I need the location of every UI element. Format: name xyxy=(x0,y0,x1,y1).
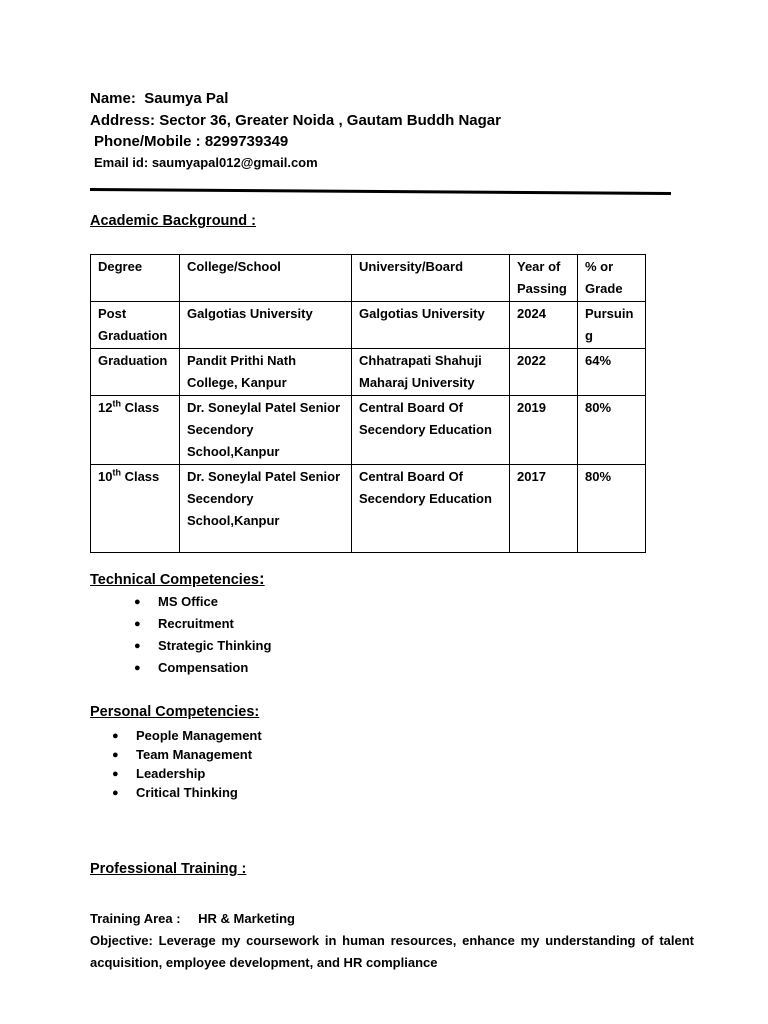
table-row xyxy=(91,302,646,349)
list-item: ● MS Office xyxy=(134,594,218,609)
list-item: ● Strategic Thinking xyxy=(134,638,272,653)
cell-grade: Pursuin g xyxy=(578,302,646,349)
cell-grade: 80% xyxy=(578,396,646,465)
list-item: ● Leadership xyxy=(112,766,206,781)
list-item: ● Compensation xyxy=(134,660,249,675)
cell-degree: 12th Class xyxy=(91,396,180,465)
list-item: ● Recruitment xyxy=(134,616,234,631)
cell-year: 2024 xyxy=(510,302,578,349)
header-grade: % or Grade xyxy=(578,255,646,302)
email-value: saumyapal012@gmail.com xyxy=(151,155,318,170)
personal-title: Personal Competencies: xyxy=(90,704,260,720)
address-value: Sector 36, Greater Noida , Gautam Buddh Nagar xyxy=(159,112,501,129)
cell-college: Pandit Prithi Nath College, Kanpur xyxy=(180,349,352,396)
training-area-value: HR & Marketing xyxy=(198,911,295,926)
table-row xyxy=(91,349,646,396)
cell-college: Galgotias University xyxy=(180,302,352,349)
cell-grade: 64% xyxy=(578,349,646,396)
phone-value: 8299739349 xyxy=(204,133,289,150)
table-header-row xyxy=(91,255,646,302)
cell-university: Chhatrapati Shahuji Maharaj University xyxy=(352,349,510,396)
address-line xyxy=(90,112,501,129)
cell-degree: 10th Class xyxy=(91,465,180,553)
cell-degree: Graduation xyxy=(91,349,180,396)
list-item: ● Team Management xyxy=(112,747,253,762)
cell-degree: Post Graduation xyxy=(91,302,180,349)
training-title: Professional Training : xyxy=(90,861,247,877)
header-divider xyxy=(90,188,671,195)
personal-list xyxy=(112,727,262,803)
cell-grade: 80% xyxy=(578,465,646,553)
objective-line-1: Objective: Leverage my coursework in human resources, enhance my understanding of talent xyxy=(90,933,694,948)
technical-title: Technical Competencies: xyxy=(90,569,265,588)
academic-title: Academic Background : xyxy=(90,213,256,229)
cell-college: Dr. Soneylal Patel Senior Secendory School,Kanpur xyxy=(180,465,352,553)
header-university: University/Board xyxy=(352,255,510,302)
cell-year: 2017 xyxy=(510,465,578,553)
cell-year: 2019 xyxy=(510,396,578,465)
cell-college: Dr. Soneylal Patel Senior Secendory School,Kanpur xyxy=(180,396,352,465)
table-row xyxy=(91,396,646,465)
header-degree: Degree xyxy=(91,255,180,302)
email-line xyxy=(94,155,318,170)
list-item: ● Critical Thinking xyxy=(112,785,238,800)
phone-label: Phone/Mobile : xyxy=(94,133,201,150)
cell-university: Central Board Of Secendory Education xyxy=(352,396,510,465)
cell-university: Galgotias University xyxy=(352,302,510,349)
name-label: Name: xyxy=(90,90,136,107)
header-year: Year of Passing xyxy=(510,255,578,302)
training-area-line xyxy=(90,911,295,926)
training-area-label: Training Area : xyxy=(90,911,181,926)
academic-table xyxy=(90,254,646,553)
cell-university: Central Board Of Secendory Education xyxy=(352,465,510,553)
list-item: ● People Management xyxy=(112,728,262,743)
name-line xyxy=(90,90,228,107)
address-label: Address: xyxy=(90,112,156,129)
technical-list xyxy=(134,592,271,680)
name-value: Saumya Pal xyxy=(144,90,229,107)
objective-line-2: acquisition, employee development, and HR compliance xyxy=(90,955,438,970)
phone-line xyxy=(94,133,288,150)
email-label: Email id: xyxy=(94,155,149,170)
header-college: College/School xyxy=(180,255,352,302)
table-row xyxy=(91,465,646,553)
cell-year: 2022 xyxy=(510,349,578,396)
